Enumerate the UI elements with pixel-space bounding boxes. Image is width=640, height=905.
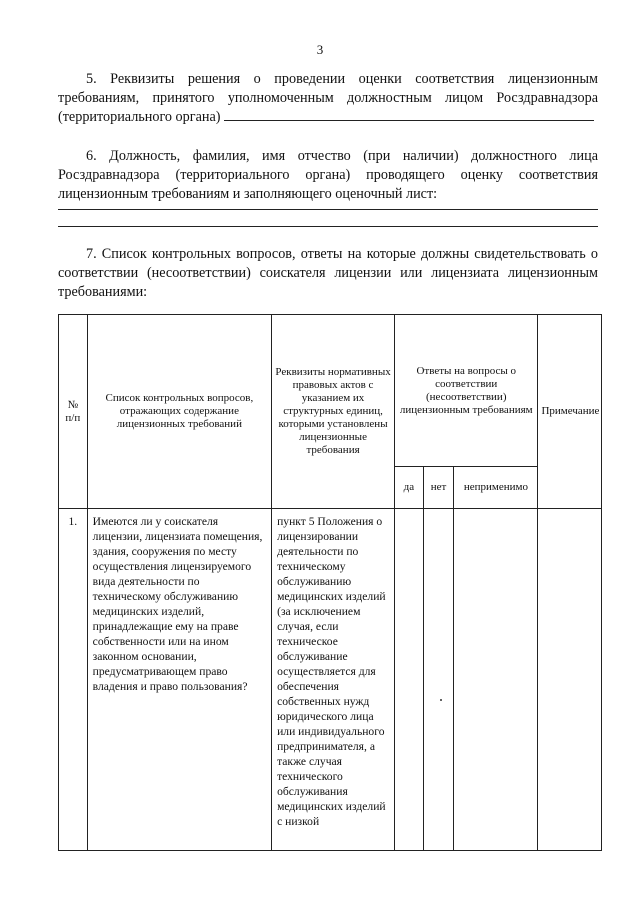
header-requisites: Реквизиты нормативных правовых актов с указанием их структурных единиц, которыми установлены лицензионные требования — [272, 315, 395, 509]
row-answer-yes[interactable] — [395, 509, 424, 851]
header-answers: Ответы на вопросы о соответствии (несоответствии) лицензионным требованиям — [395, 315, 538, 467]
row-num: 1. — [59, 509, 88, 851]
row-question: Имеются ли у соискателя лицензии, лицензиата помещения, здания, сооружения по месту осуществления лицензируемого вида деятельности по техническому обслуживанию медицинских изделий, принадлежащие ему на праве собственности или на ином законном основании, предусматривающем право владения и право пользования? — [87, 509, 271, 851]
section-5-requisites — [58, 70, 598, 127]
header-no: нет — [423, 467, 454, 509]
row-answer-no[interactable] — [423, 509, 454, 851]
section-7-questions — [58, 245, 598, 302]
section-6-official — [58, 147, 598, 204]
section-5-blank-line — [224, 108, 594, 121]
section-6-blank-line-1 — [58, 209, 598, 210]
section-5-text: 5. Реквизиты решения о проведении оценки соответствия лицензионным требованиям, принятого уполномоченным должностным лицом Росздравнадзора (территориального органа) — [58, 71, 598, 125]
table-row — [59, 509, 602, 851]
page-number: 3 — [316, 42, 324, 57]
header-na: неприменимо — [454, 467, 538, 509]
section-6-blank-line-2 — [58, 226, 598, 227]
row-answer-na[interactable] — [454, 509, 538, 851]
table-header-row — [59, 315, 602, 467]
requirements-table — [58, 314, 602, 851]
section-6-text: 6. Должность, фамилия, имя отчество (при наличии) должностного лица Росздравнадзора (территориального органа) проводящего оценку соответствия лицензионным требованиям и заполняющего оценочный лист: — [58, 148, 598, 202]
row-note[interactable] — [538, 509, 602, 851]
section-7-text: 7. Список контрольных вопросов, ответы на которые должны свидетельствовать о соответствии (несоответствии) соискателя лицензии или лицензиата лицензионным требованиями: — [58, 246, 598, 300]
row-requisite: пункт 5 Положения о лицензировании деятельности по техническому обслуживанию медицинских изделий (за исключением случая, если техническое обслуживание осуществляется для обеспечения собственных нужд юридического лица или индивидуального предпринимателя, а также случая технического обслуживания медицинских изделий с низкой — [272, 509, 395, 851]
header-questions: Список контрольных вопросов, отражающих содержание лицензионных требований — [87, 315, 271, 509]
header-num: № п/п — [59, 315, 88, 509]
header-yes: да — [395, 467, 424, 509]
scan-speck — [440, 699, 442, 701]
header-note: Примечание — [538, 315, 602, 509]
